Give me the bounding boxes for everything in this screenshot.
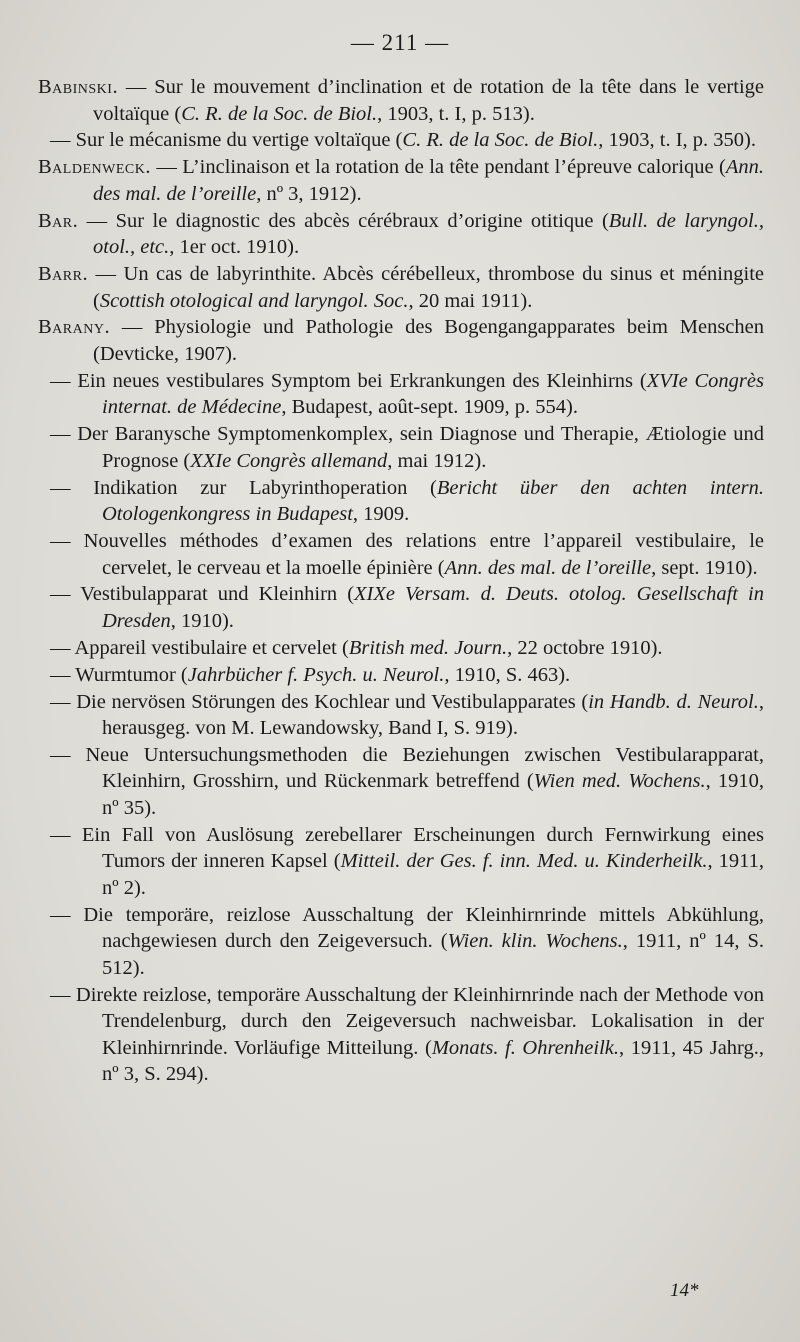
bibliography-entry: [38, 154, 764, 207]
bibliography-entry: [38, 74, 764, 127]
entry-source: Mitteil. der Ges. f. inn. Med. u. Kinderheilk.: [340, 850, 708, 873]
bibliography-entry: [38, 742, 764, 822]
entry-text: — Sur le mécanisme du vertige voltaïque (: [50, 129, 403, 152]
bibliography-entry: [38, 662, 764, 689]
bibliography-entry: [38, 261, 764, 314]
entry-author: Barr.: [38, 263, 89, 286]
bibliography-entry: [38, 902, 764, 982]
entry-source: Scottish otological and laryngol. Soc.: [99, 289, 409, 312]
entry-text: — Direkte reizlose, temporäre Ausschaltung der Kleinhirnrinde nach der Methode von Trendelenburg, durch den Zeigeversuch nachweisbar. Lokalisation in der Kleinhirnrinde. Vorläufige Mitteilung. (: [50, 983, 764, 1059]
entry-source: XVIe Congrès internat. de Médecine: [102, 369, 764, 419]
entry-source: Ann. des mal. de l’oreille: [444, 556, 652, 579]
entry-source: Wien. klin. Wochens.: [447, 930, 623, 953]
entry-source: Monats. f. Ohrenheilk.: [431, 1036, 620, 1059]
entry-details: , 1911, nº 14, S. 512).: [102, 930, 764, 979]
entry-source: in Handb. d. Neurol.: [588, 690, 759, 713]
entry-text: — Nouvelles méthodes d’examen des relations entre l’appareil vestibulaire, le cervelet, le cerveau et la moelle épinière (: [50, 530, 764, 579]
entry-details: , herausgeg. von M. Lewandowsky, Band I, S. 919).: [102, 690, 765, 740]
entry-text: — Wurmtumor (: [50, 663, 188, 686]
entry-details: , 22 octobre 1910).: [507, 636, 663, 659]
entry-details: , 1er oct. 1910).: [169, 236, 300, 259]
entry-source: Bull. de laryngol., otol., etc.: [93, 209, 764, 259]
bibliography-entry: [38, 475, 764, 528]
entry-details: , 1910, S. 463).: [444, 663, 571, 686]
printer-signature-mark: 14*: [670, 1280, 699, 1301]
entry-source: C. R. de la Soc. de Biol.: [402, 129, 599, 152]
entry-source: XXIe Congrès allemand: [190, 449, 388, 472]
entry-details: , mai 1912).: [387, 449, 487, 472]
page-number: — 211 —: [350, 30, 450, 55]
entry-author: Barany.: [38, 316, 111, 339]
entry-text: — Die temporäre, reizlose Ausschaltung der Kleinhirnrinde mittels Abkühlung, nachgewiesen durch den Zeigeversuch. (: [50, 903, 764, 953]
entry-details: , 1910, nº 35).: [102, 770, 764, 819]
entry-text: — L’inclinaison et la rotation de la tête pendant l’épreuve calorique (: [150, 156, 726, 179]
entry-text: — Indikation zur Labyrinthoperation (: [50, 476, 437, 499]
bibliography-list: [38, 74, 764, 1088]
entry-text: — Vestibulapparat und Kleinhirn (: [50, 583, 355, 606]
entry-source: Wien med. Wochens.: [533, 770, 706, 793]
entry-source: C. R. de la Soc. de Biol.: [181, 102, 378, 125]
entry-source: Bericht über den achten intern. Otologenkongress in Budapest: [102, 476, 764, 526]
entry-details: , 1903, t. I, p. 350).: [598, 129, 756, 152]
entry-text: — Neue Untersuchungsmethoden die Beziehungen zwischen Vestibularapparat, Kleinhirn, Grosshirn, und Rückenmark betreffend (: [50, 743, 764, 793]
entry-details: , 1909.: [352, 503, 410, 526]
bibliography-entry: [38, 635, 764, 662]
entry-text: — Appareil vestibulaire et cervelet (: [50, 636, 349, 659]
bibliography-entry: [38, 689, 764, 742]
bibliography-entry: [38, 127, 764, 154]
entry-author: Baldenweck.: [38, 156, 151, 179]
entry-details: , 1903, t. I, p. 513).: [377, 102, 535, 125]
entry-author: Babinski.: [38, 76, 119, 98]
entry-text: — Ein neues vestibulares Symptom bei Erkrankungen des Kleinhirns (: [50, 369, 647, 392]
entry-text: — Der Baranysche Symptomenkomplex, sein Diagnose und Therapie, Ætiologie und Prognose (: [50, 423, 764, 472]
entry-details: , 1911, 45 Jahrg., nº 3, S. 294).: [102, 1036, 765, 1086]
bibliography-entry: [38, 421, 764, 474]
entry-details: , nº 3, 1912).: [256, 182, 362, 205]
entry-text: — Ein Fall von Auslösung zerebellarer Erscheinungen durch Fernwirkung eines Tumors der inneren Kapsel (: [50, 823, 764, 873]
bibliography-entry: [38, 581, 764, 634]
entry-author: Bar.: [38, 209, 79, 232]
entry-details: , 20 mai 1911).: [408, 289, 533, 312]
entry-source: Jahrbücher f. Psych. u. Neurol.: [187, 663, 445, 686]
entry-source: Ann. des mal. de l’oreille: [93, 156, 764, 205]
entry-source: British med. Journ.: [348, 636, 508, 659]
entry-text: — Sur le mouvement d’inclination et de rotation de la tête dans le vertige voltaïque (: [93, 76, 764, 125]
bibliography-entry: [38, 982, 764, 1088]
entry-source: XIXe Versam. d. Deuts. otolog. Gesellschaft in Dresden: [102, 583, 764, 632]
bibliography-entry: [38, 208, 764, 261]
bibliography-entry: [38, 314, 764, 367]
entry-text: — Un cas de labyrinthite. Abcès cérébelleux, thrombose du sinus et méningite (: [88, 263, 764, 312]
entry-details: , sept. 1910).: [651, 556, 758, 579]
entry-text: — Sur le diagnostic des abcès cérébraux d’origine otitique (: [78, 209, 609, 232]
entry-details: , 1910).: [170, 609, 234, 632]
entry-details: , 1911, nº 2).: [102, 850, 765, 899]
bibliography-entry: [38, 368, 764, 421]
entry-text: — Die nervösen Störungen des Kochlear und Vestibulapparates (: [50, 690, 589, 713]
bibliography-entry: [38, 528, 764, 581]
entry-text: — Physiologie und Pathologie des Bogengangapparates beim Menschen (Devticke, 1907).: [93, 316, 764, 365]
entry-details: , Budapest, août-sept. 1909, p. 554).: [281, 396, 578, 419]
bibliography-entry: [38, 822, 764, 902]
